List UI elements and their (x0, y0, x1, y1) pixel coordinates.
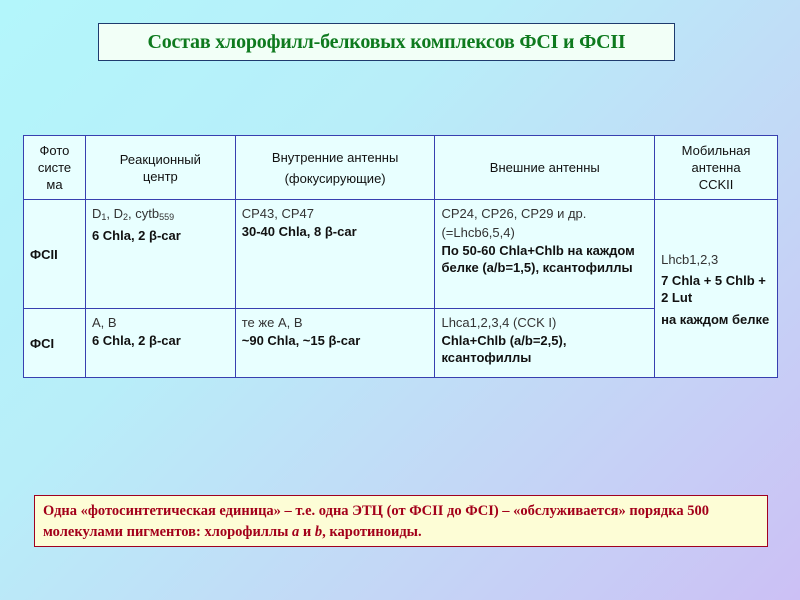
header-outer-antenna (435, 136, 655, 200)
outer-proteins: Lhca1,2,3,4 (CCK I) (441, 315, 557, 330)
header-text: Реакционный (119, 151, 201, 167)
inner-proteins: CP43, CP47 (241, 206, 315, 221)
header-reaction-center (85, 136, 235, 200)
slide-title-box (98, 23, 675, 61)
cell-outer-antenna (435, 200, 655, 309)
outer-proteins: CP24, CP26, CP29 и др. (441, 206, 587, 221)
outer-pigments: По 50-60 Chla+Chlb на каждом белке (a/b=1,5), ксантофиллы (441, 243, 635, 275)
note-text: Одна «фотосинтетическая единица» – т.е. одна ЭТЦ (от ФСII до ФСI) – «обслуживается» порядка 500 молекулами пигментов: хлорофиллы (43, 503, 709, 540)
outer-alias: (=Lhcb6,5,4) (441, 225, 515, 240)
header-text: антенна (691, 160, 741, 175)
cell-mobile-antenna (655, 200, 778, 378)
header-system (24, 136, 86, 200)
header-text: ма (46, 177, 63, 192)
cell-reaction-center (85, 309, 235, 378)
slide-title: Состав хлорофилл-белковых комплексов ФСI и ФСII (147, 30, 626, 53)
cell-inner-antenna (235, 309, 435, 378)
inner-pigments: 30-40 Chla, 8 β-car (241, 224, 357, 239)
outer-pigments: Chla+Chlb (a/b=2,5), ксантофиллы (441, 333, 567, 365)
note-b: b (314, 524, 323, 540)
table-row-psii (24, 200, 778, 309)
header-text: Фото (39, 143, 70, 158)
header-inner-antenna (235, 136, 435, 200)
cell-inner-antenna (235, 200, 435, 309)
photosystem-composition-table (23, 135, 778, 378)
header-text: систе (37, 160, 72, 175)
rc-pigments: 6 Chla, 2 β-car (91, 228, 181, 243)
cell-system: ФСI (24, 309, 86, 378)
mobile-proteins: Lhcb1,2,3 (661, 251, 719, 267)
header-text: Внутренние антенны (271, 149, 399, 165)
cell-system: ФСII (24, 200, 86, 309)
rc-proteins: A, B (91, 315, 117, 330)
header-mobile-antenna (655, 136, 778, 200)
cell-outer-antenna (435, 309, 655, 378)
header-text: Внешние антенны (489, 160, 600, 175)
mobile-per-protein: на каждом белке (661, 311, 770, 327)
rc-pigments: 6 Chla, 2 β-car (91, 333, 181, 348)
inner-pigments: ~90 Chla, ~15 β-car (241, 333, 361, 348)
cell-reaction-center (85, 200, 235, 309)
table-header-row (24, 136, 778, 200)
header-text: CCKII (698, 177, 734, 192)
note-box (34, 495, 768, 547)
note-and: и (299, 524, 315, 540)
rc-proteins: $D_1$, $D_2$, cytb$_{559}$ (91, 206, 175, 222)
header-text: центр (142, 168, 178, 184)
note-end: , каротиноиды. (322, 524, 422, 540)
mobile-pigments: 7 Chla + 5 Chlb + 2 Lut (661, 272, 766, 305)
note-a: a (292, 524, 300, 540)
header-text: (фокусирующие) (284, 170, 386, 186)
inner-proteins: те же A, B (241, 315, 303, 330)
header-text: Мобильная (681, 143, 751, 158)
